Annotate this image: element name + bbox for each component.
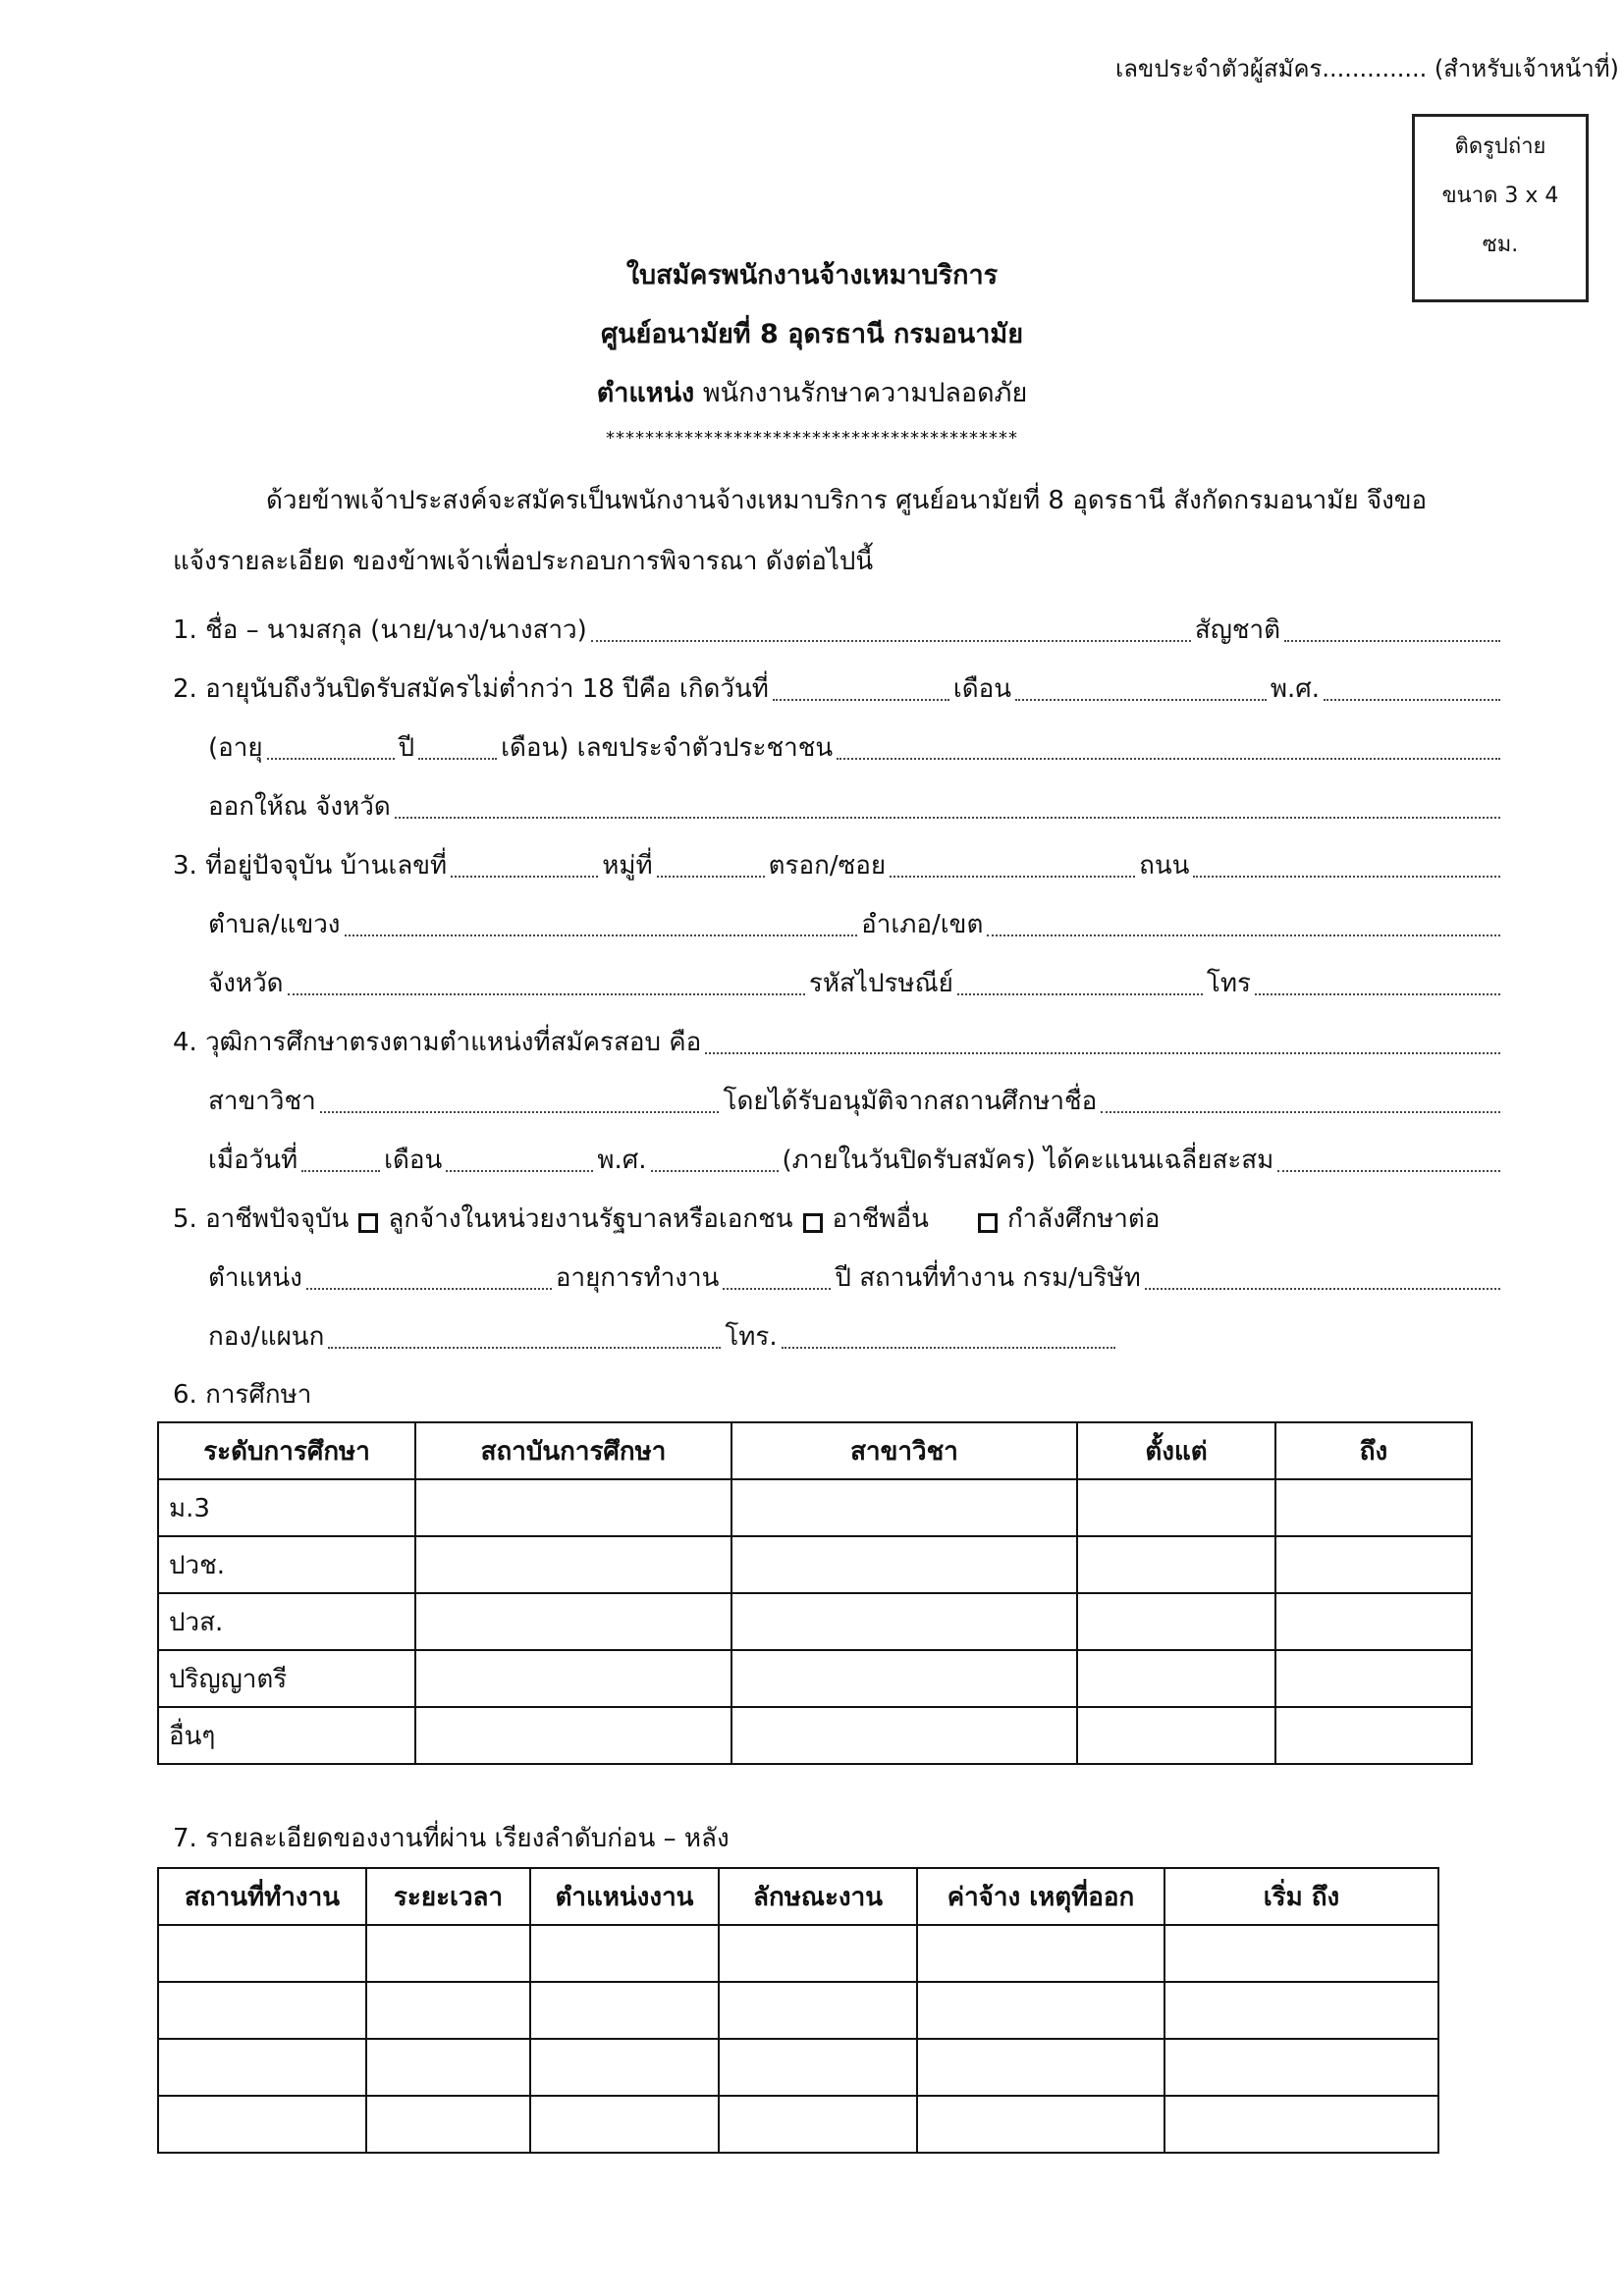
moo-field[interactable] [657,866,765,878]
column-header: สถานที่ทำงาน [158,1868,366,1925]
approved-month-label: เดือน [384,1146,443,1175]
division-label: กอง/แผนก [208,1322,325,1352]
education-level-cell: ปริญญาตรี [158,1650,415,1707]
section-3-line-2 [208,905,1504,944]
name-field[interactable] [591,630,1191,642]
intro-line-1: ด้วยข้าพเจ้าประสงค์จะสมัครเป็นพนักงานจ้างเหมาบริการ ศูนย์อนามัยที่ 8 อุดรธานี สังกัดกรมอนามัย จึงขอ [266,486,1428,515]
id-card-field[interactable] [837,748,1500,760]
section-2-line-2 [208,728,1504,768]
table-row [158,2039,1438,2096]
work-history-input-cell[interactable] [1164,1982,1438,2039]
education-input-cell[interactable] [1077,1650,1275,1707]
position-title [0,371,1624,413]
age-years-field[interactable] [267,748,395,760]
work-history-input-cell[interactable] [366,2039,530,2096]
section-5-line-1 [173,1200,1504,1239]
table-row [158,2096,1438,2153]
column-header: ถึง [1275,1422,1472,1479]
education-level-cell: ปวส. [158,1593,415,1650]
education-input-cell[interactable] [415,1593,731,1650]
education-input-cell[interactable] [1077,1593,1275,1650]
employee-option-label: ลูกจ้างในหน่วยงานรัฐบาลหรือเอกชน [388,1204,793,1234]
intro-line-2: แจ้งรายละเอียด ของข้าพเจ้าเพื่อประกอบการพิจารณา ดังต่อไปนี้ [173,547,874,576]
education-input-cell[interactable] [731,1536,1077,1593]
education-input-cell[interactable] [1077,1479,1275,1536]
work-history-table [157,1867,1439,2154]
star-divider: ****************************************** [606,428,1018,449]
column-header: ระยะเวลา [366,1868,530,1925]
name-label: 1. ชื่อ – นามสกุล (นาย/นาง/นางสาว) [173,615,587,645]
work-phone-field[interactable] [782,1337,1115,1349]
age-years-label: ปี [398,733,415,763]
house-number-label: 3. ที่อยู่ปัจจุบัน บ้านเลขที่ [173,851,448,881]
work-history-input-cell[interactable] [1164,1925,1438,1982]
column-header: เริ่ม ถึง [1164,1868,1438,1925]
age-label: (อายุ [208,733,263,763]
job-position-field[interactable] [306,1278,552,1290]
section-5-line-2 [208,1258,1504,1298]
amphoe-label: อำเภอ/เขต [861,910,984,939]
education-input-cell[interactable] [1077,1536,1275,1593]
birth-month-label: เดือน [952,674,1012,704]
column-header: สถาบันการศึกษา [415,1422,731,1479]
employee-checkbox[interactable] [358,1213,378,1233]
work-history-input-cell[interactable] [158,1982,366,2039]
tenure-field[interactable] [723,1278,831,1290]
work-history-input-cell[interactable] [530,2039,719,2096]
major-label: สาขาวิชา [208,1087,316,1116]
work-history-input-cell[interactable] [917,2096,1164,2153]
work-history-input-cell[interactable] [1164,2096,1438,2153]
province-label: จังหวัด [208,969,284,998]
education-level-cell: ม.3 [158,1479,415,1536]
work-history-input-cell[interactable] [719,2039,917,2096]
birth-month-field[interactable] [1015,689,1267,701]
education-heading: 6. การศึกษา [173,1380,312,1410]
institution-label: โดยได้รับอนุมัติจากสถานศึกษาชื่อ [723,1087,1098,1116]
section-2-line-1 [173,669,1504,709]
qualification-label: 4. วุฒิการศึกษาตรงตามตำแหน่งที่สมัครสอบ คือ [173,1028,702,1057]
applicant-number-label: เลขประจำตัวผู้สมัคร.............. (สำหรับเจ้าหน้าที่) [1115,55,1619,82]
table-header-row [158,1868,1438,1925]
photo-box-line: ซม. [1482,233,1519,257]
education-input-cell[interactable] [731,1593,1077,1650]
column-header: ค่าจ้าง เหตุที่ออก [917,1868,1164,1925]
table-row [158,1593,1472,1650]
gpa-label: (ภายในวันปิดรับสมัคร) ได้คะแนนเฉลี่ยสะสม [782,1146,1274,1175]
column-header: ลักษณะงาน [719,1868,917,1925]
road-label: ถนน [1139,851,1190,881]
age-months-field[interactable] [418,748,497,760]
province-field[interactable] [288,984,805,995]
approved-month-field[interactable] [446,1160,593,1172]
tambon-label: ตำบล/แขวง [208,910,341,939]
work-history-input-cell[interactable] [917,2039,1164,2096]
table-row [158,1479,1472,1536]
education-input-cell[interactable] [1275,1593,1472,1650]
approved-year-label: พ.ศ. [597,1146,647,1175]
section-2-line-3 [208,787,1504,827]
postcode-label: รหัสไปรษณีย์ [808,969,953,998]
table-row [158,1925,1438,1982]
birth-year-label: พ.ศ. [1270,674,1320,704]
work-history-input-cell[interactable] [366,1982,530,2039]
education-input-cell[interactable] [1275,1536,1472,1593]
work-history-input-cell[interactable] [1164,2039,1438,2096]
approved-day-field[interactable] [301,1160,380,1172]
other-occupation-label: อาชีพอื่น [832,1204,929,1234]
section-4-line-1 [173,1023,1504,1062]
section-1-line [173,611,1504,650]
birth-day-field[interactable] [773,689,949,701]
work-history-input-cell[interactable] [366,1925,530,1982]
table-row [158,1707,1472,1764]
amphoe-field[interactable] [987,925,1500,936]
division-field[interactable] [328,1337,721,1349]
education-input-cell[interactable] [1077,1707,1275,1764]
birth-label: 2. อายุนับถึงวันปิดรับสมัครไม่ต่ำกว่า 18 ปีคือ เกิดวันที่ [173,674,769,704]
other-occupation-checkbox[interactable] [803,1213,823,1233]
phone-field[interactable] [1255,984,1500,995]
education-input-cell[interactable] [415,1707,731,1764]
workplace-field[interactable] [1145,1278,1500,1290]
education-input-cell[interactable] [731,1707,1077,1764]
column-header: ตำแหน่งงาน [530,1868,719,1925]
education-input-cell[interactable] [1275,1479,1472,1536]
education-input-cell[interactable] [731,1650,1077,1707]
nationality-field[interactable] [1284,630,1500,642]
gpa-field[interactable] [1277,1160,1500,1172]
section-3-line-3 [208,964,1504,1003]
education-input-cell[interactable] [1275,1707,1472,1764]
photo-box-line: ติดรูปถ่าย [1454,134,1546,159]
work-history-input-cell[interactable] [158,1925,366,1982]
column-header: ระดับการศึกษา [158,1422,415,1479]
road-field[interactable] [1193,866,1500,878]
moo-label: หมู่ที่ [602,851,653,881]
occupation-label: 5. อาชีพปัจจุบัน [173,1204,350,1234]
table-row [158,1650,1472,1707]
id-card-label: เดือน) เลขประจำตัวประชาชน [501,733,834,763]
work-phone-label: โทร. [725,1322,778,1352]
qualification-field[interactable] [705,1042,1500,1054]
workplace-label: ปี สถานที่ทำงาน กรม/บริษัท [835,1263,1141,1293]
table-row [158,1536,1472,1593]
section-4-line-3 [208,1141,1504,1180]
house-number-field[interactable] [451,866,598,878]
photo-box-line: ขนาด 3 x 4 [1441,184,1559,208]
education-input-cell[interactable] [415,1650,731,1707]
tenure-label: อายุการทำงาน [555,1263,720,1293]
work-history-input-cell[interactable] [530,1925,719,1982]
education-level-cell: ปวช. [158,1536,415,1593]
tambon-field[interactable] [345,925,858,936]
table-header-row [158,1422,1472,1479]
education-level-cell: อื่นๆ [158,1707,415,1764]
work-history-input-cell[interactable] [158,2039,366,2096]
work-history-input-cell[interactable] [719,1925,917,1982]
work-history-input-cell[interactable] [719,1982,917,2039]
form-subtitle: ศูนย์อนามัยที่ 8 อุดรธานี กรมอนามัย [600,319,1024,349]
job-position-label: ตำแหน่ง [208,1263,302,1293]
studying-checkbox[interactable] [978,1213,998,1233]
work-history-input-cell[interactable] [917,1982,1164,2039]
approved-day-label: เมื่อวันที่ [208,1146,298,1175]
work-history-input-cell[interactable] [530,2096,719,2153]
education-table [157,1421,1473,1765]
birth-year-field[interactable] [1324,689,1500,701]
major-field[interactable] [320,1101,720,1113]
work-history-input-cell[interactable] [366,2096,530,2153]
issued-province-field[interactable] [395,807,1500,819]
education-input-cell[interactable] [415,1479,731,1536]
approved-year-field[interactable] [651,1160,779,1172]
work-history-input-cell[interactable] [917,1925,1164,1982]
issued-province-label: ออกให้ณ จังหวัด [208,792,391,822]
position-label: ตำแหน่ง [596,378,695,408]
studying-label: กำลังศึกษาต่อ [1006,1204,1161,1234]
nationality-label: สัญชาติ [1194,615,1280,645]
education-input-cell[interactable] [1275,1650,1472,1707]
section-4-line-2 [208,1082,1504,1121]
work-history-input-cell[interactable] [158,2096,366,2153]
soi-field[interactable] [890,866,1135,878]
postcode-field[interactable] [957,984,1203,995]
work-history-input-cell[interactable] [719,2096,917,2153]
column-header: ตั้งแต่ [1077,1422,1275,1479]
work-history-heading: 7. รายละเอียดของงานที่ผ่าน เรียงลำดับก่อน – หลัง [173,1824,730,1853]
section-3-line-1 [173,846,1504,885]
soi-label: ตรอก/ซอย [768,851,887,881]
form-title: ใบสมัครพนักงานจ้างเหมาบริการ [625,260,999,291]
table-row [158,1982,1438,2039]
section-5-line-3 [208,1317,1504,1357]
phone-label: โทร [1206,969,1251,998]
position-value: พนักงานรักษาความปลอดภัย [694,378,1028,408]
education-input-cell[interactable] [415,1536,731,1593]
column-header: สาขาวิชา [731,1422,1077,1479]
education-input-cell[interactable] [731,1479,1077,1536]
institution-field[interactable] [1101,1101,1500,1113]
work-history-input-cell[interactable] [530,1982,719,2039]
